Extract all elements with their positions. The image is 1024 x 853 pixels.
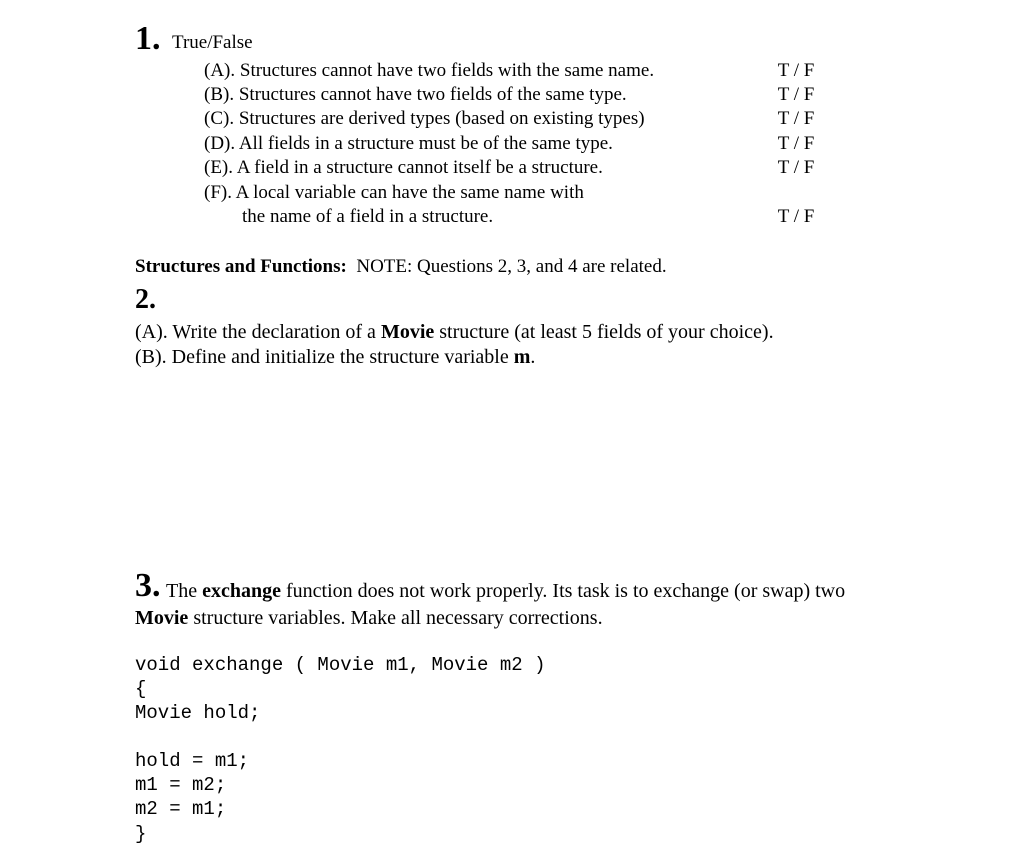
q2-part-a	[135, 319, 774, 345]
section-heading: Structures and Functions:	[135, 256, 347, 277]
q1-item-f-continuation: the name of a field in a structure.	[242, 206, 494, 227]
code-line-2: {	[135, 678, 147, 700]
q1-item-c: (C). Structures are derived types (based on existing types)	[204, 108, 645, 129]
question-3-number: 3.	[135, 567, 161, 604]
section-heading-line	[135, 255, 667, 279]
q2-part-a-suffix: structure (at least 5 fields of your choice).	[434, 321, 774, 343]
code-line-5: hold = m1;	[135, 750, 250, 772]
q3-text-1: The	[166, 580, 203, 602]
q1-answer-a: T / F	[777, 60, 815, 81]
code-line-8: }	[135, 823, 147, 845]
q2-part-a-bold: Movie	[380, 321, 435, 343]
q1-answer-b: T / F	[777, 84, 815, 105]
q1-answer-c: T / F	[777, 108, 815, 129]
q3-text-2: function does not work properly. Its task is to exchange (or swap) two	[280, 580, 846, 602]
code-line-7: m2 = m1;	[135, 798, 227, 820]
q3-text-line1	[166, 578, 845, 604]
question-2-number: 2.	[135, 284, 156, 315]
q3-text-line2	[135, 605, 603, 631]
q2-part-b-prefix: (B). Define and initialize the structure variable	[135, 346, 514, 368]
q1-item-e: (E). A field in a structure cannot itself be a structure.	[204, 157, 603, 178]
q3-struct-name: Movie	[135, 607, 189, 629]
q3-text-3: structure variables. Make all necessary corrections.	[188, 607, 603, 629]
q2-part-b-bold: m	[513, 346, 531, 368]
q2-part-b	[135, 344, 535, 370]
q1-item-b: (B). Structures cannot have two fields of the same type.	[204, 84, 627, 105]
q2-part-b-suffix: .	[530, 346, 536, 368]
section-note: NOTE: Questions 2, 3, and 4 are related.	[356, 256, 667, 277]
code-line-6: m1 = m2;	[135, 774, 227, 796]
q1-answer-e: T / F	[777, 157, 815, 178]
q1-item-a: (A). Structures cannot have two fields with the same name.	[204, 60, 655, 81]
question-1-heading: True/False	[172, 32, 253, 53]
q1-item-d: (D). All fields in a structure must be of the same type.	[204, 133, 613, 154]
question-1-number: 1.	[135, 20, 161, 57]
q1-answer-d: T / F	[777, 133, 815, 154]
code-line-1: void exchange ( Movie m1, Movie m2 )	[135, 654, 546, 676]
q2-part-a-prefix: (A). Write the declaration of a	[135, 321, 381, 343]
q1-item-f: (F). A local variable can have the same name with	[204, 182, 584, 203]
q3-function-name: exchange	[202, 580, 281, 602]
code-line-3: Movie hold;	[135, 702, 261, 724]
q1-answer-f: T / F	[777, 206, 815, 227]
